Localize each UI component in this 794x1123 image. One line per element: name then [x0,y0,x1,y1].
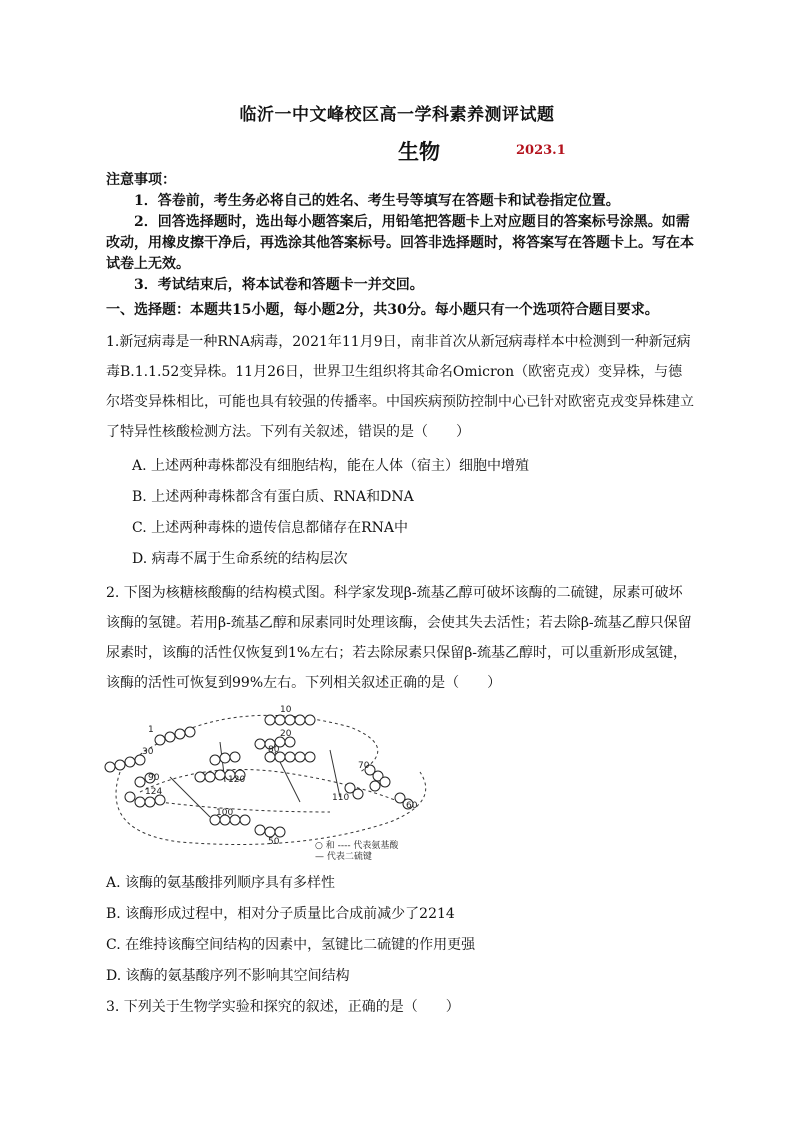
question-1-option-b: B. 上述两种毒株都含有蛋白质、RNA和DNA [132,489,414,505]
notice-item-1: 1．答卷前，考生务必将自己的姓名、考生号等填写在答题卡和试卷指定位置。 [134,193,620,209]
question-2-option-d: D. 该酶的氨基酸序列不影响其空间结构 [106,968,350,984]
question-2-option-b: B. 该酶形成过程中，相对分子质量比合成前减少了2214 [106,906,455,922]
figure-legend-amino-acid: ○ 和 ---- 代表氨基酸 [315,841,399,851]
notice-item-3: 3．考试结束后，将本试卷和答题卡一并交回。 [134,277,424,293]
question-1-stem: 1.新冠病毒是一种RNA病毒，2021年11月9日，南非首次从新冠病毒样本中检测到一种新冠病毒B.1.1.52变异株。11月26日，世界卫生组织将其命名Omicron（欧密克戎）变异株，与德尔塔变异株相比，可能也具有较强的传播率。中国疾病预防控制中心已针对欧密克戎变异株建立了特异性核酸检测方法。下列有关叙述，错误的是（ ） [106,334,694,440]
notice-heading: 注意事项： [106,172,176,188]
question-2-stem: 2. 下图为核糖核酸酶的结构模式图。科学家发现β-巯基乙醇可破坏该酶的二硫键，尿素可破坏该酶的氢键。若用β-巯基乙醇和尿素同时处理该酶，会使其失去活性；若去除β-巯基乙醇只保留尿素时，该酶的活性仅恢复到1%左右；若去除尿素只保留β-巯基乙醇时，可以重新形成氢键，该酶的活性可恢复到99%左右。下列相关叙述正确的是（ ） [106,585,692,691]
figure-label-20: 20 [280,729,292,739]
figure-label-60: 60 [406,801,418,811]
figure-label-120: 120 [228,775,246,785]
figure-label-30: 30 [142,747,154,757]
subject-name: 生物 [398,139,440,164]
figure-label-1: 1 [148,725,154,735]
question-1-option-d: D. 病毒不属于生命系统的结构层次 [132,551,348,567]
section-heading: 一、选择题：本题共15小题，每小题2分，共30分。每小题只有一个选项符合题目要求。 [106,302,659,318]
enzyme-structure-figure [100,702,480,862]
figure-label-50: 50 [268,837,280,847]
figure-label-100: 100 [216,808,234,818]
question-2-option-c: C. 在维持该酶空间结构的因素中，氢键比二硫键的作用更强 [106,937,476,953]
exam-date: 2023.1 [516,143,566,158]
figure-label-10: 10 [280,705,292,715]
question-1-option-a: A. 上述两种毒株都没有细胞结构，能在人体（宿主）细胞中增殖 [132,458,530,474]
figure-label-90: 90 [148,773,160,783]
notice-item-2: 2．回答选择题时，选出每小题答案后，用铅笔把答题卡上对应题目的答案标号涂黑。如需改动，用橡皮擦干净后，再选涂其他答案标号。回答非选择题时，将答案写在答题卡上。写在本试卷上无效。 [106,214,694,272]
figure-label-80: 80 [268,745,280,755]
question-3-stem: 3. 下列关于生物学实验和探究的叙述，正确的是（ ） [106,999,460,1015]
figure-label-124: 124 [145,787,163,797]
question-2-option-a: A. 该酶的氨基酸排列顺序具有多样性 [106,875,336,891]
question-1-option-c: C. 上述两种毒株的遗传信息都储存在RNA中 [132,520,409,536]
exam-title: 临沂一中文峰校区高一学科素养测评试题 [239,105,555,125]
figure-legend-disulfide: — 代表二硫键 [315,852,372,862]
figure-label-70: 70 [358,761,370,771]
figure-label-110: 110 [332,793,350,803]
